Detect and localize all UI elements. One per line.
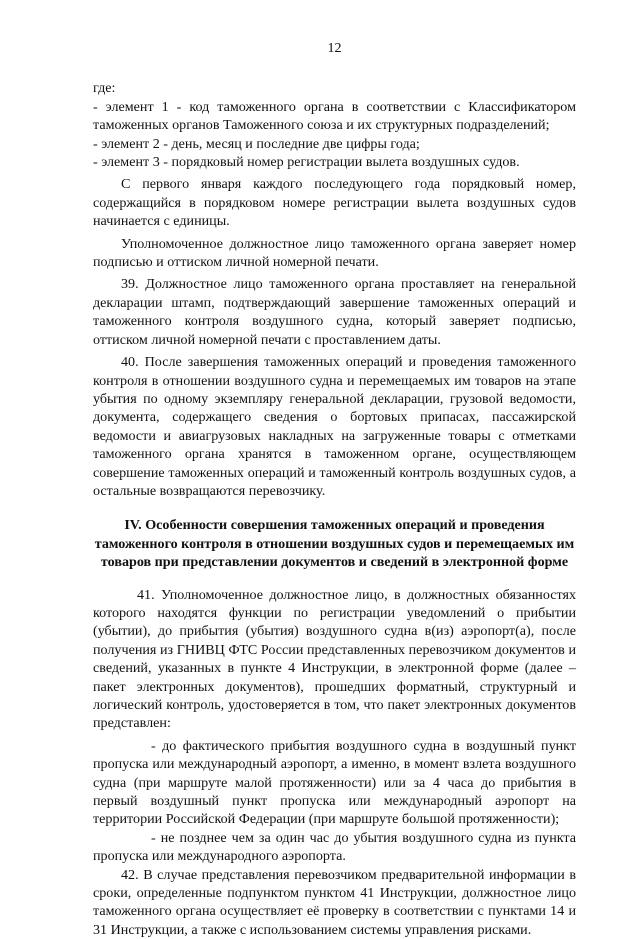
body-top <box>93 79 576 500</box>
paragraph-certification: Уполномоченное должностное лицо таможенного органа заверяет номер подписью и оттиском личной номерной печати. <box>93 235 576 271</box>
section-heading <box>93 516 576 571</box>
paragraph-element-1: - элемент 1 - код таможенного органа в соответствии с Классификатором таможенных органов Таможенного союза и их структурных подразделений; <box>93 98 576 134</box>
paragraph-41-item-2: - не позднее чем за один час до убытия воздушного судна из пункта пропуска или международного аэропорта. <box>93 829 576 865</box>
section-heading-line-2: таможенного контроля в отношении воздушных судов и перемещаемых им <box>94 535 575 552</box>
paragraph-element-2: - элемент 2 - день, месяц и последние две цифры года; <box>93 135 420 152</box>
paragraph-39: 39. Должностное лицо таможенного органа проставляет на генеральной декларации штамп, подтверждающий завершение таможенных операций и таможенного контроля воздушного судна, который заверяет подписью, оттиском личной номерной печати с проставлением даты. <box>93 276 576 348</box>
paragraph-where: где: <box>93 80 116 97</box>
paragraph-40: 40. После завершения таможенных операций и проведения таможенного контроля в отношении воздушного судна и перемещаемых им товаров на этапе убытия по одному экземпляру генеральной декларации, грузовой ведомости, документа, содержащего сведения о бортовых припасах, пассажирской ведомости и авиагрузовых накладных на загруженные товары с отметками таможенного органа хранятся в таможенном органе, осуществляющем совершение таможенных операций и таможенный контроль воздушных судов, а остальные возвращаются перевозчику. <box>93 354 576 499</box>
section-heading-line-1: IV. Особенности совершения таможенных операций и проведения <box>124 517 545 534</box>
body-bottom <box>93 586 576 939</box>
paragraph-element-3: - элемент 3 - порядковый номер регистрации вылета воздушных судов. <box>93 154 520 171</box>
paragraph-41-item-1: - до фактического прибытия воздушного судна в воздушный пункт пропуска или международный аэропорт, а именно, в момент взлета воздушного судна (при маршруте малой протяженности) или за 4 часа до прибытия в первый воздушный пункт пропуска или международный аэропорт на территории Российской Федерации (при маршруте большой протяженности); <box>93 737 576 828</box>
page-number: 12 <box>327 41 342 56</box>
section-heading-line-3: товаров при представлении документов и сведений в электронной форме <box>100 554 569 571</box>
paragraph-41: 41. Уполномоченное должностное лицо, в должностных обязанностях которого находятся функции по регистрации уведомлений о прибытии (убытии), до прибытия (убытия) воздушного судна в(из) аэропорт(а), после получения из ГНИВЦ ФТС России представленных перевозчиком документов и сведений, указанных в пункте 4 Инструкции, в электронной форме (далее – пакет электронных документов), прошедших форматный, структурный и логический контроль, удостоверяется в том, что пакет электронных документов представлен: <box>93 586 576 732</box>
paragraph-numbering-reset: С первого января каждого последующего года порядковый номер, содержащийся в порядковом номере регистрации вылета воздушных судов начинается с единицы. <box>93 176 576 230</box>
paragraph-42: 42. В случае представления перевозчиком предварительной информации в сроки, определенные подпунктом пунктом 41 Инструкции, должностное лицо таможенного органа осуществляет её проверку в соответствии с пунктами 14 и 31 Инструкции, а также с использованием системы управления рисками. <box>93 866 576 938</box>
